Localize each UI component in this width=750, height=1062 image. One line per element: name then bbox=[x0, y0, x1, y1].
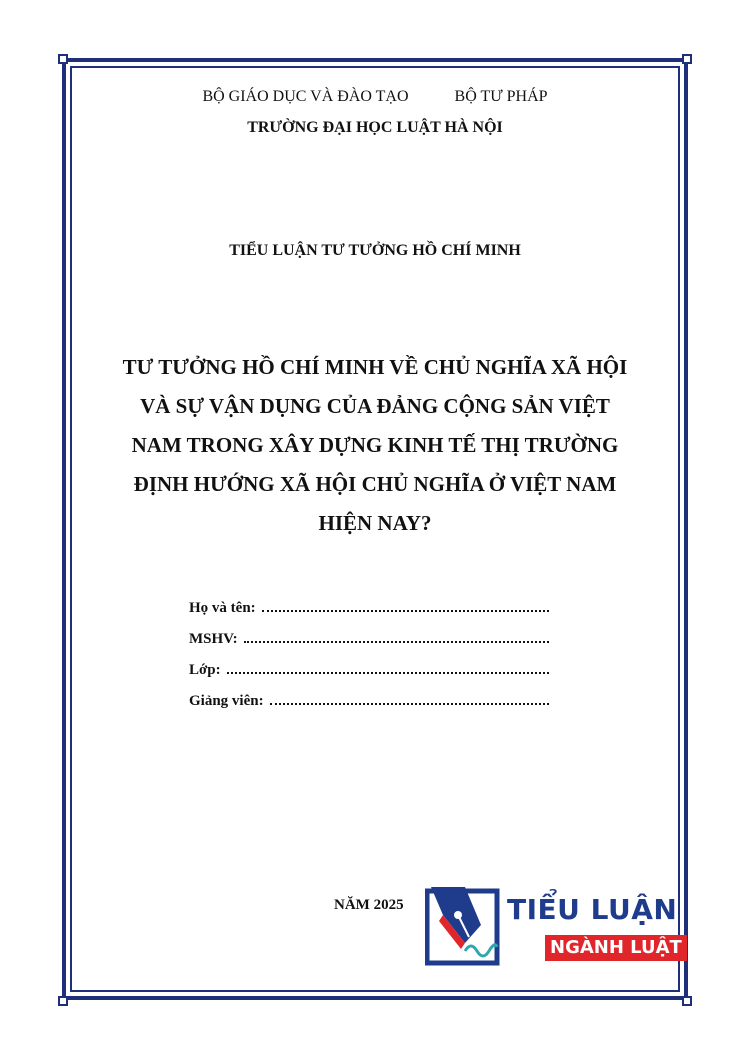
name-field bbox=[189, 598, 549, 629]
student-id-blank-line bbox=[244, 629, 549, 643]
year-label: NĂM 2025 bbox=[334, 897, 404, 913]
ministry-education: BỘ GIÁO DỤC VÀ ĐÀO TẠO bbox=[202, 88, 409, 105]
ministry-header bbox=[0, 88, 750, 106]
logo-subtitle: NGÀNH LUẬT bbox=[545, 935, 687, 961]
border-corner-bottom-right bbox=[682, 996, 692, 1006]
student-id-field bbox=[189, 629, 549, 660]
class-label: Lớp: bbox=[189, 662, 221, 678]
university-name: TRƯỜNG ĐẠI HỌC LUẬT HÀ NỘI bbox=[247, 119, 503, 136]
class-blank-line bbox=[227, 660, 549, 674]
title-line: TƯ TƯỞNG HỒ CHÍ MINH VỀ CHỦ NGHĨA XÃ HỘI bbox=[122, 355, 628, 379]
border-corner-bottom-left bbox=[58, 996, 68, 1006]
title-line: VÀ SỰ VẬN DỤNG CỦA ĐẢNG CỘNG SẢN VIỆT bbox=[140, 394, 610, 418]
name-label: Họ và tên: bbox=[189, 600, 256, 616]
logo-title: TIỂU LUẬN bbox=[507, 893, 678, 926]
pen-nib-icon bbox=[425, 885, 501, 967]
class-field bbox=[189, 660, 549, 691]
student-info bbox=[189, 598, 549, 722]
student-id-label: MSHV: bbox=[189, 631, 238, 647]
title-line: HIỆN NAY? bbox=[318, 511, 432, 535]
brand-logo bbox=[425, 885, 682, 970]
essay-title bbox=[95, 348, 655, 543]
border-corner-top-left bbox=[58, 54, 68, 64]
subject-heading: TIỂU LUẬN TƯ TƯỞNG HỒ CHÍ MINH bbox=[229, 242, 521, 259]
border-corner-top-right bbox=[682, 54, 692, 64]
ministry-justice: BỘ TƯ PHÁP bbox=[454, 88, 548, 105]
name-blank-line bbox=[262, 598, 549, 612]
teacher-blank-line bbox=[270, 691, 549, 705]
title-line: ĐỊNH HƯỚNG XÃ HỘI CHỦ NGHĨA Ở VIỆT NAM bbox=[133, 472, 617, 496]
teacher-label: Giảng viên: bbox=[189, 693, 264, 709]
teacher-field bbox=[189, 691, 549, 722]
title-line: NAM TRONG XÂY DỰNG KINH TẾ THỊ TRƯỜNG bbox=[131, 433, 619, 457]
